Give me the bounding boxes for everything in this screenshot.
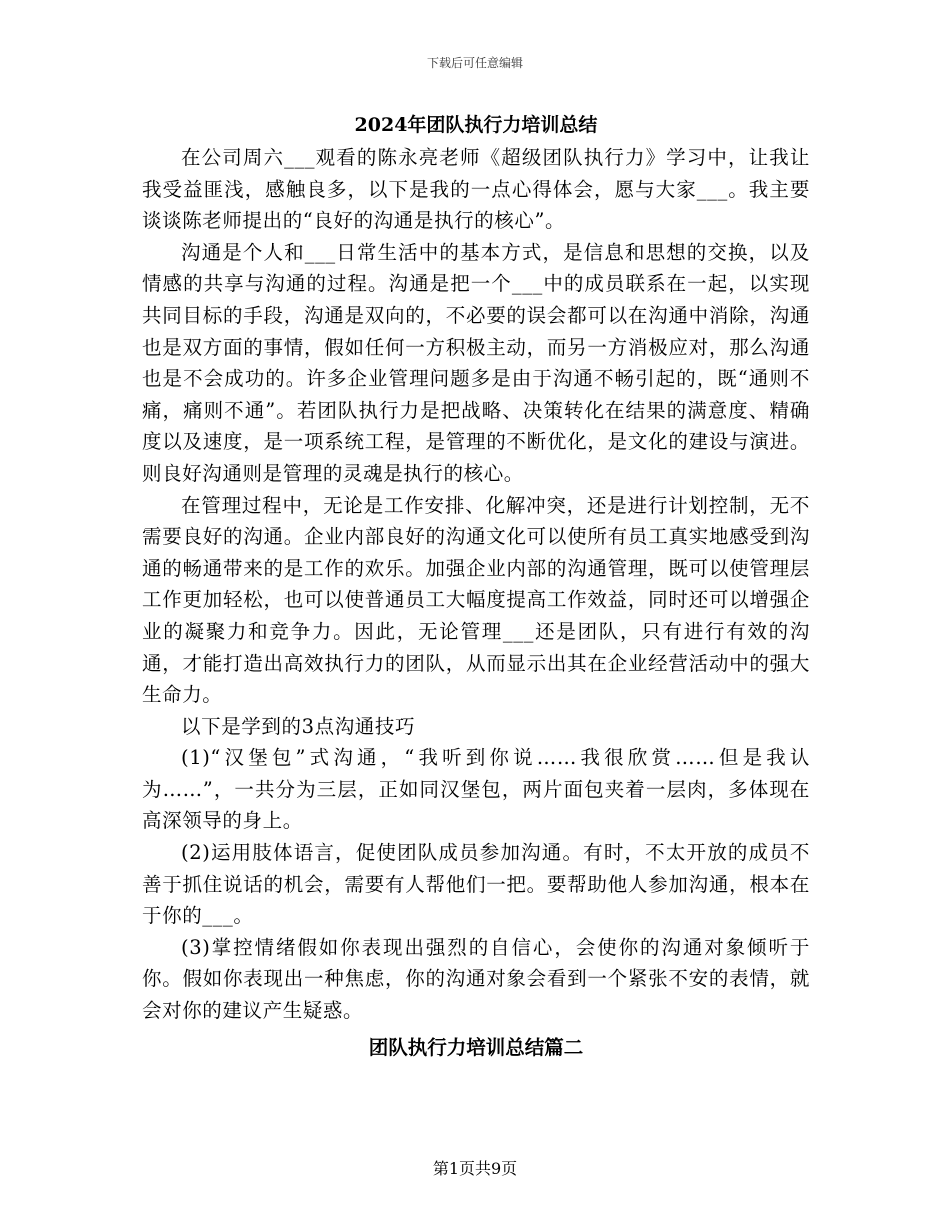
header-note: 下载后可任意编辑 <box>426 56 523 70</box>
document-title: 2024年团队执行力培训总结 <box>354 114 598 136</box>
paragraph-tip-1: (1)“汉堡包”式沟通，“我听到你说……我很欣赏……但是我认为……”，一共分为三层，正如同汉堡包，两片面包夹着一层肉，多体现在高深领导的身上。 <box>142 746 810 833</box>
paragraph-intro: 在公司周六___观看的陈永亮老师《超级团队执行力》学习中，让我让我受益匪浅，感触良多，以下是我的一点心得体会，愿与大家___。我主要谈谈陈老师提出的“良好的沟通是执行的核心”。 <box>142 146 810 233</box>
paragraph-communication: 沟通是个人和___日常生活中的基本方式，是信息和思想的交换，以及情感的共享与沟通的过程。沟通是把一个___中的成员联系在一起，以实现共同目标的手段，沟通是双向的，不必要的误会都可以在沟通中消除，沟通也是双方面的事情，假如任何一方积极主动，而另一方消极应对，那么沟通也是不会成功的。许多企业管理问题多是由于沟通不畅引起的，既“通则不痛，痛则不通”。若团队执行力是把战略、决策转化在结果的满意度、精确度以及速度，是一项系统工程，是管理的不断优化，是文化的建设与演进。则良好沟通则是管理的灵魂是执行的核心。 <box>142 240 810 485</box>
paragraph-tip-2: (2)运用肢体语言，促使团队成员参加沟通。有时，不太开放的成员不善于抓住说话的机会，需要有人帮他们一把。要帮助他人参加沟通，根本在于你的___。 <box>142 841 810 928</box>
page-number: 第1页共9页 <box>432 1159 518 1178</box>
paragraph-tip-3: (3)掌控情绪假如你表现出强烈的自信心，会使你的沟通对象倾听于你。假如你表现出一种焦虑，你的沟通对象会看到一个紧张不安的表情，就会对你的建议产生疑惑。 <box>142 935 810 1023</box>
paragraph-tips-intro: 以下是学到的3点沟通技巧 <box>181 714 416 738</box>
paragraph-management: 在管理过程中，无论是工作安排、化解冲突，还是进行计划控制，无不需要良好的沟通。企业内部良好的沟通文化可以使所有员工真实地感受到沟通的畅通带来的是工作的欢乐。加强企业内部的沟通管理，既可以使管理层工作更加轻松，也可以使普通员工大幅度提高工作效益，同时还可以增强企业的凝聚力和竞争力。因此，无论管理___还是团队，只有进行有效的沟通，才能打造出高效执行力的团队，从而显示出其在企业经营活动中的强大生命力。 <box>142 493 810 707</box>
document-body <box>142 108 810 1065</box>
section-title-2: 团队执行力培训总结篇二 <box>368 1035 584 1059</box>
